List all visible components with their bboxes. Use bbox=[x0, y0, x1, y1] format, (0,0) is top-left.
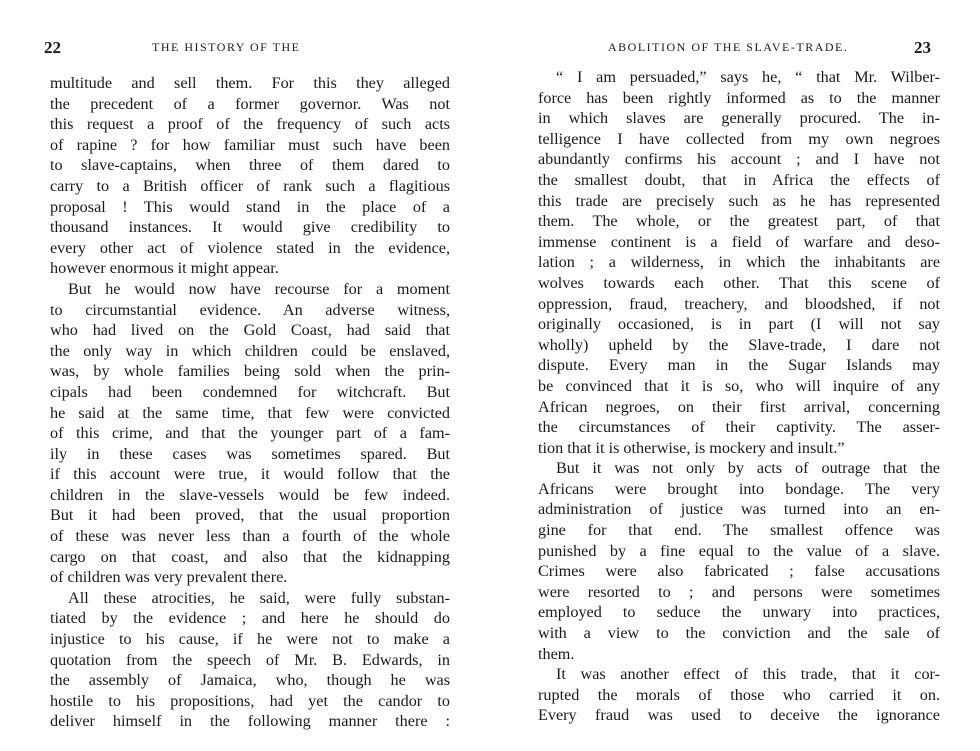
page-number: 23 bbox=[914, 38, 931, 57]
text-line: originally occasioned, is in part (I will not say bbox=[538, 315, 940, 334]
running-head: ABOLITION OF THE SLAVE-TRADE. bbox=[608, 40, 849, 54]
text-line: cipals had been condemned for witchcraft. But bbox=[50, 382, 450, 401]
text-line: Africans were brought into bondage. The very bbox=[538, 479, 940, 498]
running-head: THE HISTORY OF THE bbox=[152, 40, 301, 54]
text-line: oppression, fraud, treachery, and bloodshed, if not bbox=[538, 294, 940, 313]
text-line: ily in these cases was sometimes spared. But bbox=[50, 444, 450, 463]
text-line: were resorted to ; and persons were sometimes bbox=[538, 582, 940, 601]
text-line: however enormous it might appear. bbox=[50, 259, 279, 278]
text-line: of this crime, and that the younger part of a fam- bbox=[50, 424, 450, 443]
text-line: telligence I have collected from my own negroes bbox=[538, 129, 940, 148]
text-line: them. The whole, or the greatest part, of that bbox=[538, 212, 940, 231]
text-line: the precedent of a former governor. Was not bbox=[50, 94, 450, 113]
text-line: Crimes were also fabricated ; false accusations bbox=[538, 562, 940, 581]
text-line: to circumstantial evidence. An adverse witness, bbox=[50, 300, 450, 319]
text-line: of children was very prevalent there. bbox=[50, 568, 288, 587]
text-line: But he would now have recourse for a moment bbox=[68, 279, 450, 298]
page-number: 22 bbox=[44, 38, 61, 57]
text-line: tiated by the evidence ; and here he should do bbox=[50, 609, 450, 628]
text-line: if this account were true, it would follow that the bbox=[50, 465, 450, 484]
text-line: this request a proof of the frequency of such acts bbox=[50, 115, 450, 134]
text-line: the smallest doubt, that in Africa the effects of bbox=[538, 170, 940, 189]
text-line: to slave-captains, when three of them dared to bbox=[50, 156, 450, 175]
right-page bbox=[490, 0, 980, 751]
text-line: children in the slave-vessels would be few indeed. bbox=[50, 485, 450, 504]
text-line: gine for that end. The smallest offence was bbox=[538, 521, 940, 540]
body-text bbox=[538, 67, 940, 726]
text-line: with a view to the conviction and the sale of bbox=[538, 624, 940, 643]
text-line: immense continent is a field of warfare and deso- bbox=[538, 232, 940, 251]
text-line: carry to a British officer of rank such a flagitious bbox=[50, 176, 450, 195]
text-line: rupted the morals of those who carried it on. bbox=[538, 685, 940, 704]
text-line: every other act of violence stated in the evidence, bbox=[50, 238, 450, 257]
text-line: force has been rightly informed as to the manner bbox=[538, 88, 940, 107]
text-line: administration of justice was turned into an en- bbox=[538, 500, 940, 519]
text-line: wholly) upheld by the Slave-trade, I dare not bbox=[538, 335, 940, 354]
text-line: dispute. Every man in the Sugar Islands may bbox=[538, 356, 940, 375]
text-line: the only way in which children could be enslaved, bbox=[50, 341, 450, 360]
body-text bbox=[50, 73, 450, 732]
text-line: deliver himself in the following manner there : bbox=[50, 712, 450, 731]
text-line: be convinced that it is so, who will inquire of any bbox=[538, 376, 940, 395]
text-line: quotation from the speech of Mr. B. Edwards, in bbox=[50, 650, 450, 669]
text-line: Every fraud was used to deceive the ignorance bbox=[538, 706, 940, 725]
text-line: But it was not only by acts of outrage that the bbox=[556, 459, 940, 478]
text-line: in which slaves are generally procured. The in- bbox=[538, 109, 940, 128]
text-line: But it had been proved, that the usual proportion bbox=[50, 506, 450, 525]
text-line: this trade are precisely such as he has represented bbox=[538, 191, 940, 210]
text-line: lation ; a wilderness, in which the inhabitants are bbox=[538, 253, 940, 272]
text-line: African negroes, on their first arrival, concerning bbox=[538, 397, 940, 416]
text-line: injustice to his cause, if he were not to make a bbox=[50, 630, 450, 649]
text-line: hostile to his propositions, had yet the candor to bbox=[50, 691, 450, 710]
text-line: he said at the same time, that few were convicted bbox=[50, 403, 450, 422]
text-line: the circumstances of their captivity. The asser- bbox=[538, 418, 940, 437]
text-line: employed to seduce the unwary into practices, bbox=[538, 603, 940, 622]
text-line: All these atrocities, he said, were fully substan- bbox=[68, 588, 450, 607]
text-line: them. bbox=[538, 644, 575, 663]
text-line: thousand instances. It would give credibility to bbox=[50, 218, 450, 237]
text-line: who had lived on the Gold Coast, had said that bbox=[50, 321, 450, 340]
text-line: It was another effect of this trade, that it cor- bbox=[556, 665, 940, 684]
text-line: cargo on that coast, and also that the kidnapping bbox=[50, 547, 450, 566]
text-line: of rapine ? for how familiar must such have been bbox=[50, 135, 450, 154]
text-line: tion that it is otherwise, is mockery and insult.” bbox=[538, 438, 845, 457]
text-line: of these was never less than a fourth of the whole bbox=[50, 527, 450, 546]
text-line: punished by a fine equal to the value of a slave. bbox=[538, 541, 940, 560]
text-line: wolves towards each other. That this scene of bbox=[538, 273, 940, 292]
text-line: proposal ! This would stand in the place of a bbox=[50, 197, 450, 216]
text-line: “ I am persuaded,” says he, “ that Mr. Wilber- bbox=[556, 68, 940, 86]
text-line: was, by whole families being sold when the prin- bbox=[50, 362, 450, 381]
text-line: multitude and sell them. For this they alleged bbox=[50, 74, 450, 92]
text-line: abundantly confirms his account ; and I have not bbox=[538, 150, 940, 169]
text-line: the assembly of Jamaica, who, though he was bbox=[50, 671, 450, 690]
